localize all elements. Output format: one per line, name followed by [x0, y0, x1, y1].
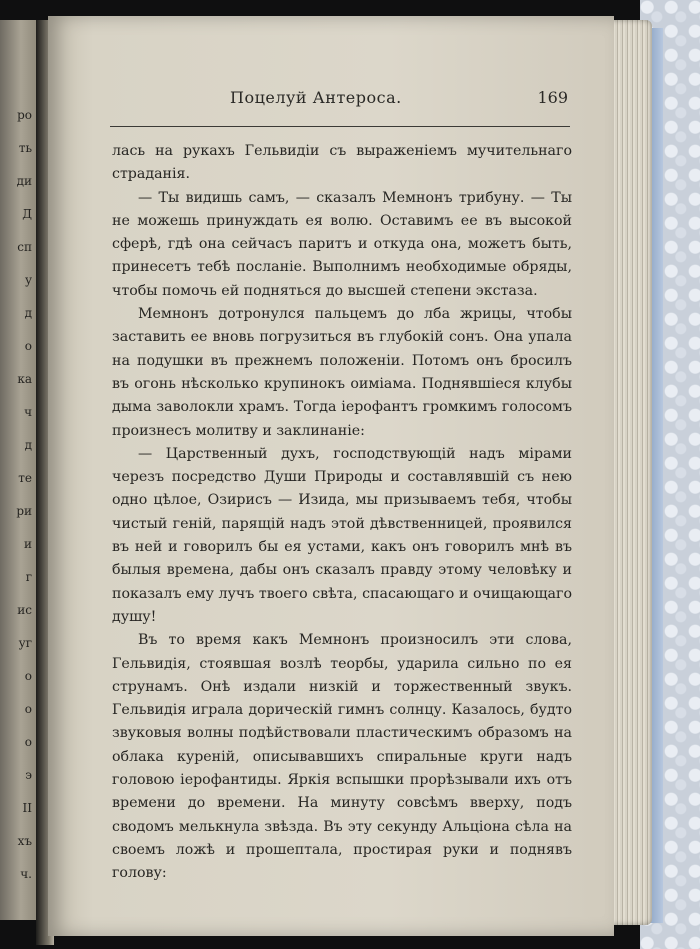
left-page-fragment: д: [24, 306, 32, 320]
left-page-fragment: у: [24, 273, 32, 287]
left-page-fragment: о: [24, 702, 32, 716]
left-page-fragment: те: [18, 471, 32, 485]
left-page-fragment: ка: [17, 372, 32, 386]
left-page-fragment: уг: [18, 636, 32, 650]
left-page-fragment: ч: [24, 405, 32, 419]
left-page-fragment: хъ: [17, 834, 32, 848]
left-page-fragment: II: [22, 801, 32, 815]
paragraph: — Царственный духъ, господствующій надъ мірами черезъ посредство Души Природы и составлявшій съ нею одно цѣлое, Озирисъ — Изида, мы призываемъ тебя, чтобы чистый геній, парящій надъ этой дѣвственницей, проявился въ ней и говорилъ бы ея устами, какъ онъ говорилъ мнѣ въ былыя времена, дабы онъ сказалъ правду этому человѣку и показалъ ему лучъ твоего свѣта, спасающаго и очищающаго душу!: [112, 445, 572, 625]
left-page-fragment: ч.: [20, 867, 32, 881]
text-block: [112, 140, 572, 886]
paragraph: Мемнонъ дотронулся пальцемъ до лба жрицы, чтобы заставить ее вновь погрузиться въ глубокій сонъ. Она упала на подушки въ прежнемъ положеніи. Потомъ онъ бросилъ въ огонь нѣсколько крупинокъ оиміама. Поднявшіеся клубы дыма заволокли храмъ. Тогда іерофантъ громкимъ голосомъ произнесъ молитву и заклинаніе:: [112, 306, 572, 439]
left-page: [0, 20, 38, 920]
left-page-fragment: ро: [17, 108, 32, 122]
left-page-fragment: о: [24, 339, 32, 353]
left-page-fragment: г: [25, 570, 32, 584]
left-page-fragment: ть: [18, 141, 32, 155]
left-page-fragment: о: [24, 669, 32, 683]
header-rule: [110, 126, 570, 127]
running-head: [60, 88, 580, 116]
page-number: 169: [537, 88, 568, 107]
paragraph: — Ты видишь самъ, — сказалъ Мемнонъ трибуну. — Ты не можешь принуждать ея волю. Оставимъ ее въ высокой сферѣ, гдѣ она сейчасъ паритъ и откуда она, можетъ быть, принесетъ тебѣ посланіе. Выполнимъ необходимые обряды, чтобы помочь ей подняться до высшей степени экстаза.: [112, 189, 572, 299]
left-page-fragment: д: [24, 438, 32, 452]
left-page-fragment: ис: [17, 603, 32, 617]
left-page-fragment: э: [25, 768, 32, 782]
left-page-fragment: о: [24, 735, 32, 749]
left-page-fragment: Д: [22, 207, 32, 221]
paragraph: лась на рукахъ Гельвидіи съ выраженіемъ мучительнаго страданія.: [112, 143, 572, 183]
paragraph: Въ то время какъ Мемнонъ произносилъ эти слова, Гельвидія, стоявшая возлѣ теорбы, ударила сильно по ея струнамъ. Онѣ издали низкій и торжественный звукъ. Гельвидія играла дорическій гимнъ солнцу. Казалось, будто звуковыя волны подѣйствовали пластическимъ образомъ на облака куреній, описывавшихъ спиральные круги надъ головою іерофантиды. Яркія вспышки прорѣзывали ихъ отъ времени до времени. На минуту совсѣмъ вверху, подъ сводомъ мелькнула звѣзда. Въ эту секунду Альціона сѣла на своемъ ложѣ и прошептала, простирая руки и поднявъ голову:: [112, 632, 572, 882]
left-page-fragment: ди: [16, 174, 32, 188]
left-page-fragment: сп: [17, 240, 32, 254]
running-title: Поцелуй Антероса.: [230, 88, 402, 107]
left-page-fragment: и: [24, 537, 32, 551]
left-page-fragment: ри: [16, 504, 32, 518]
